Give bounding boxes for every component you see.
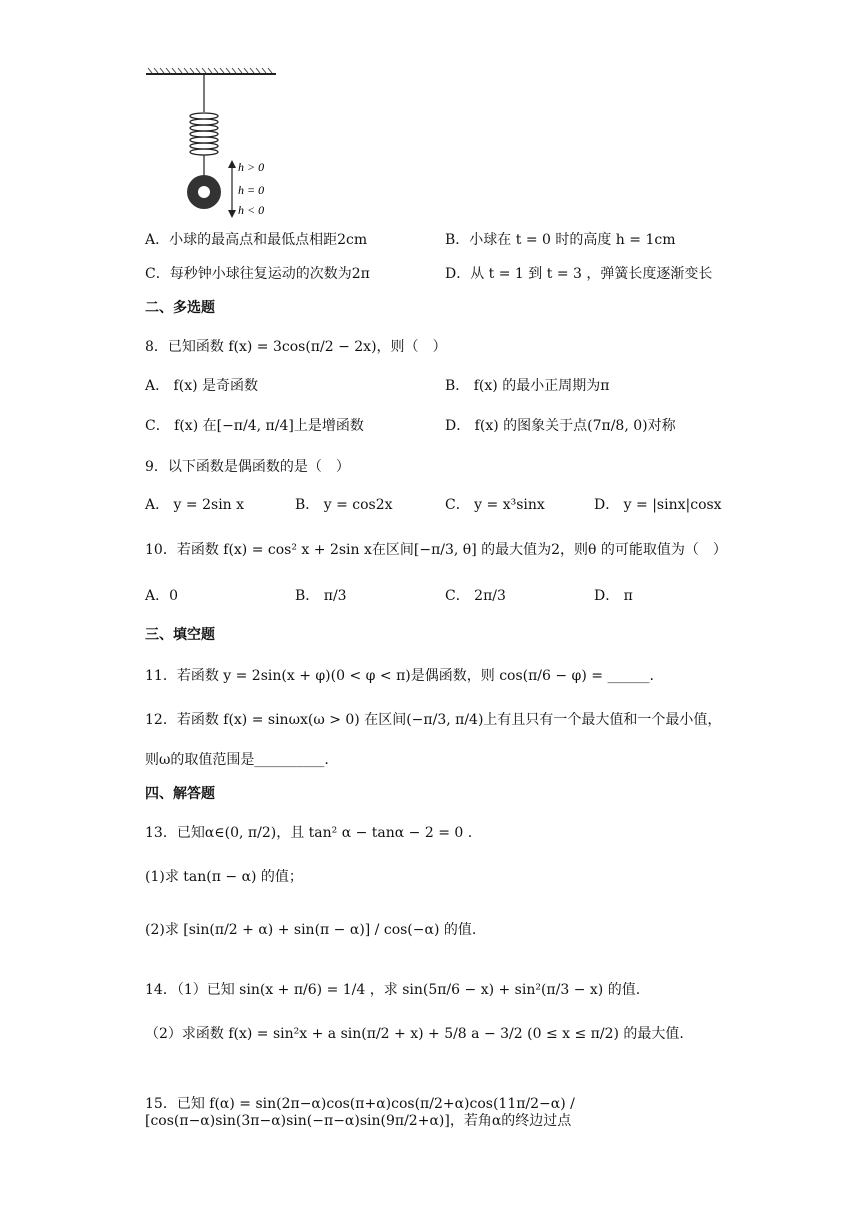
q8-option-b: B． f(x) 的最小正周期为π — [445, 378, 610, 394]
q10-stem: 10．若函数 f(x) = cos² x + 2sin x在区间[−π/3, θ] 的最大值为2，则θ 的可能取值为（ ） — [145, 542, 727, 558]
spring-ball-figure — [140, 64, 290, 220]
q9-stem: 9．以下函数是偶函数的是（ ） — [145, 459, 350, 475]
q7-option-d: D．从 t = 1 到 t = 3 ，弹簧长度逐渐变长 — [445, 266, 713, 282]
q8-option-d: D． f(x) 的图象关于点(7π/8, 0)对称 — [445, 418, 676, 434]
section-heading-solve: 四、解答题 — [145, 786, 215, 802]
q7-option-c: C．每秒钟小球往复运动的次数为2π — [145, 266, 370, 282]
q10-option-c: C． 2π/3 — [445, 588, 506, 604]
q14-part2: （2）求函数 f(x) = sin²x + a sin(π/2 + x) + 5/8 a − 3/2 (0 ≤ x ≤ π/2) 的最大值. — [145, 1026, 684, 1042]
section-heading-multi: 二、多选题 — [145, 300, 215, 316]
q12-line1: 12．若函数 f(x) = sinωx(ω > 0) 在区间(−π/3, π/4)上有且只有一个最大值和一个最小值， — [145, 712, 722, 728]
q13-stem: 13．已知α∈(0, π/2)，且 tan² α − tanα − 2 = 0 . — [145, 825, 473, 841]
q8-option-c: C． f(x) 在[−π/4, π/4]上是增函数 — [145, 418, 364, 434]
label-h-neg: h < 0 — [238, 203, 265, 217]
q13-part1: (1)求 tan(π − α) 的值； — [145, 869, 303, 885]
section-heading-fill: 三、填空题 — [145, 627, 215, 643]
q9-option-d: D． y = |sinx|cosx — [594, 497, 722, 513]
q13-part2: (2)求 [sin(π/2 + α) + sin(π − α)] / cos(−α) 的值. — [145, 922, 477, 938]
q7-option-a: A．小球的最高点和最低点相距2cm — [145, 232, 368, 248]
q9-option-a: A． y = 2sin x — [145, 497, 245, 513]
q14-part1: 14．（1）已知 sin(x + π/6) = 1/4 ，求 sin(5π/6 − x) + sin²(π/3 − x) 的值. — [145, 982, 641, 998]
q10-option-b: B． π/3 — [295, 588, 347, 604]
label-h-pos: h > 0 — [238, 160, 265, 174]
q10-option-d: D． π — [594, 588, 633, 604]
q7-option-b: B．小球在 t = 0 时的高度 h = 1cm — [445, 232, 676, 248]
label-h-zero: h = 0 — [238, 183, 265, 197]
q8-option-a: A． f(x) 是奇函数 — [145, 378, 259, 394]
q9-option-b: B． y = cos2x — [295, 497, 393, 513]
q12-line2: 则ω的取值范围是__________. — [145, 752, 329, 768]
q9-option-c: C． y = x³sinx — [445, 497, 545, 513]
q11-text: 11．若函数 y = 2sin(x + φ)(0 < φ < π)是偶函数，则 cos(π/6 − φ) = ______. — [145, 668, 654, 684]
q10-option-a: A．0 — [145, 588, 179, 604]
q8-stem: 8．已知函数 f(x) = 3cos(π/2 − 2x)，则（ ） — [145, 339, 447, 355]
q15-stem: 15．已知 f(α) = sin(2π−α)cos(π+α)cos(π/2+α)cos(11π/2−α) / [cos(π−α)sin(3π−α)sin(−π−α)sin(9π/2+α)]，若角α的终边过点 — [145, 1096, 575, 1129]
